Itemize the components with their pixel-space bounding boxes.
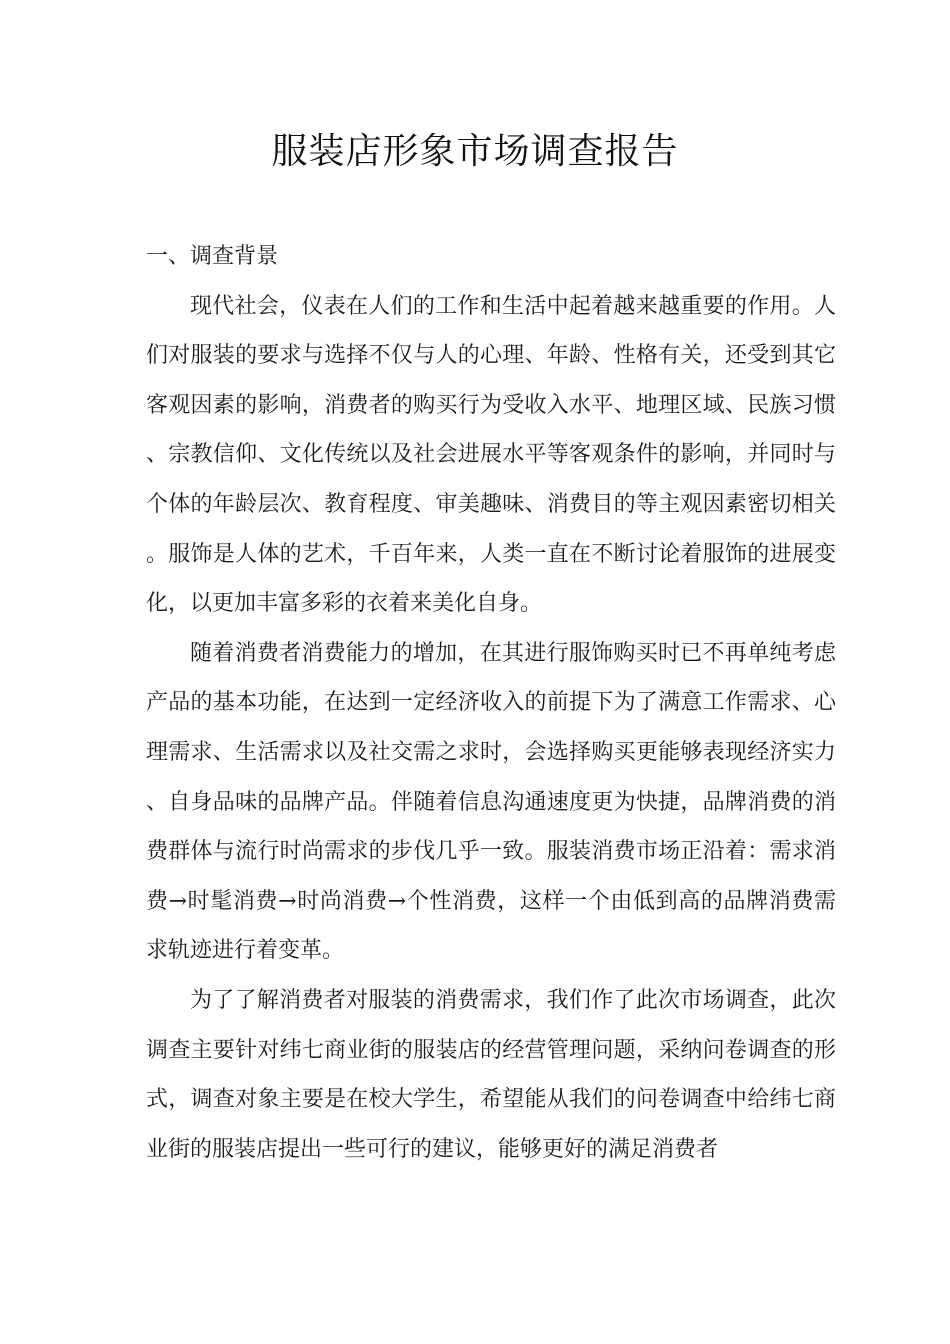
section-heading-background: 一、调查背景 [146,244,279,269]
paragraph-modern-society: 现代社会，仪表在人们的工作和生活中起着越来越重要的作用。人们对服装的要求与选择不仅与人的心理、年龄、性格有关，还受到其它客观因素的影响，消费者的购买行为受收入水平、地理区域、民族习惯、宗教信仰、文化传统以及社会进展水平等客观条件的影响，并同时与个体的年龄层次、教育程度、审美趣味、消费目的等主观因素密切相关。服饰是人体的艺术，千百年来，人类一直在不断讨论着服饰的进展变化，以更加丰富多彩的衣着来美化自身。 [146,293,836,617]
document-body [146,232,836,1174]
paragraph-consumer-ability: 随着消费者消费能力的增加，在其进行服饰购买时已不再单纯考虑产品的基本功能，在达到一定经济收入的前提下为了满意工作需求、心理需求、生活需求以及社交需之求时，会选择购买更能够表现经济实力、自身品味的品牌产品。伴随着信息沟通速度更为快捷，品牌消费的消费群体与流行时尚需求的步伐几乎一致。服装消费市场正沿着：需求消费→时髦消费→时尚消费→个性消费，这样一个由低到高的品牌消费需求轨迹进行着变革。 [146,640,836,964]
document-title: 服装店形象市场调查报告 [271,131,679,172]
paragraph-survey-purpose: 为了了解消费者对服装的消费需求，我们作了此次市场调查，此次调查主要针对纬七商业街的服装店的经营管理问题，采纳问卷调查的形式，调查对象主要是在校大学生，希望能从我们的问卷调查中给纬七商业街的服装店提出一些可行的建议，能够更好的满足消费者 [146,987,836,1162]
